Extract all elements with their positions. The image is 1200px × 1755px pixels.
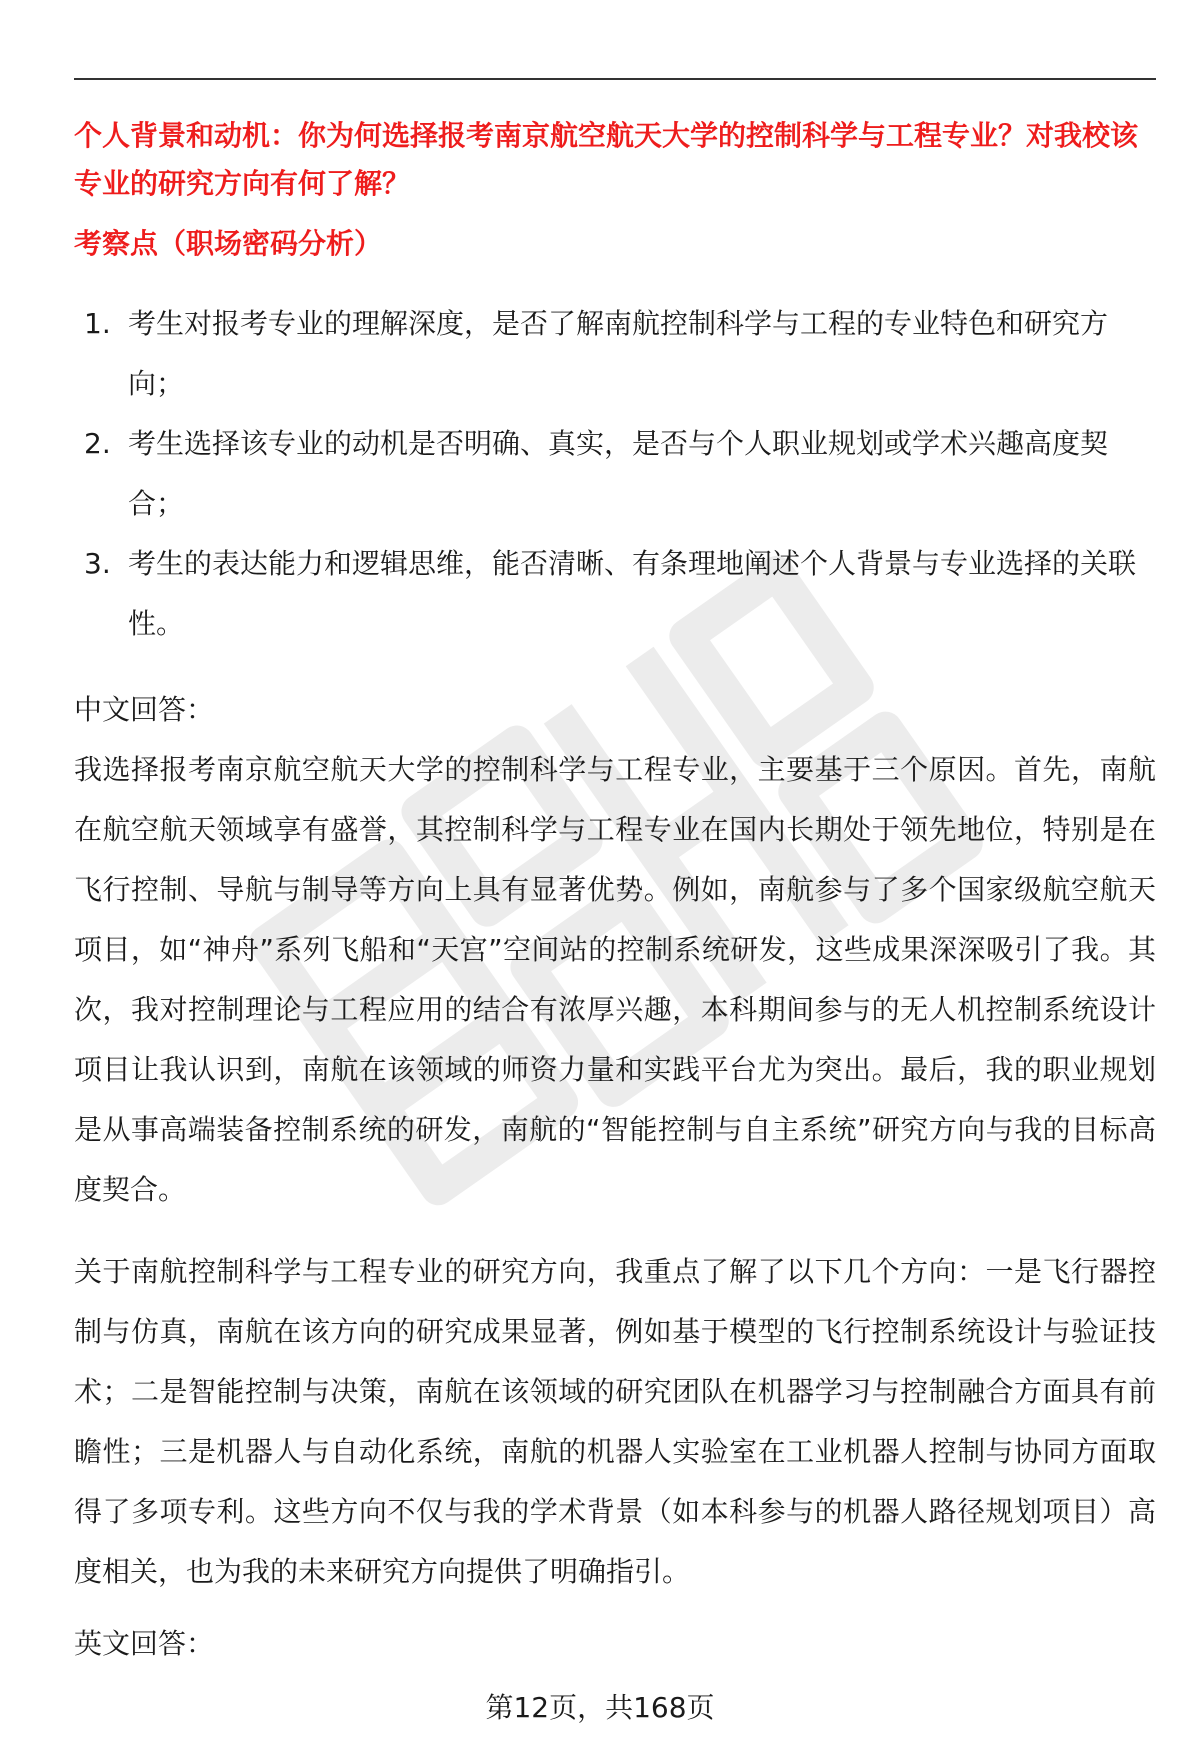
list-item-text: 考生选择该专业的动机是否明确、真实，是否与个人职业规划或学术兴趣高度契合； xyxy=(128,427,1109,520)
list-item xyxy=(74,414,1156,534)
list-item-text: 考生的表达能力和逻辑思维，能否清晰、有条理地阐述个人背景与专业选择的关联性。 xyxy=(128,547,1137,640)
chinese-answer-paragraph-2: 关于南航控制科学与工程专业的研究方向，我重点了解了以下几个方向：一是飞行器控制与仿真，南航在该方向的研究成果显著，例如基于模型的飞行控制系统设计与验证技术；二是智能控制与决策，南航在该领域的研究团队在机器学习与控制融合方面具有前瞻性；三是机器人与自动化系统，南航的机器人实验室在工业机器人控制与协同方面取得了多项专利。这些方向不仅与我的学术背景（如本科参与的机器人路径规划项目）高度相关，也为我的未来研究方向提供了明确指引。 xyxy=(74,1255,1156,1588)
list-item xyxy=(74,534,1156,654)
list-item-number: 3. xyxy=(84,547,111,580)
list-item xyxy=(74,294,1156,414)
chinese-answer-label: 中文回答： xyxy=(74,693,215,726)
interview-question: 个人背景和动机：你为何选择报考南京航空航天大学的控制科学与工程专业？对我校该专业的研究方向有何了解？ xyxy=(74,119,1139,200)
header-rule xyxy=(74,78,1156,80)
list-item-number: 2. xyxy=(84,427,111,460)
chinese-answer-paragraph-1: 我选择报考南京航空航天大学的控制科学与工程专业，主要基于三个原因。首先，南航在航空航天领域享有盛誉，其控制科学与工程专业在国内长期处于领先地位，特别是在飞行控制、导航与制导等方向上具有显著优势。例如，南航参与了多个国家级航空航天项目，如“神舟”系列飞船和“天宫”空间站的控制系统研发，这些成果深深吸引了我。其次，我对控制理论与工程应用的结合有浓厚兴趣，本科期间参与的无人机控制系统设计项目让我认识到，南航在该领域的师资力量和实践平台尤为突出。最后，我的职业规划是从事高端装备控制系统的研发，南航的“智能控制与自主系统”研究方向与我的目标高度契合。 xyxy=(74,753,1156,1206)
key-points-list xyxy=(74,294,1156,654)
english-answer-label: 英文回答： xyxy=(74,1627,215,1660)
page-number: 第12页，共168页 xyxy=(485,1691,715,1724)
key-points-title: 考察点（职场密码分析） xyxy=(74,227,383,260)
list-item-number: 1. xyxy=(84,307,111,340)
list-item-text: 考生对报考专业的理解深度，是否了解南航控制科学与工程的专业特色和研究方向； xyxy=(128,307,1109,400)
